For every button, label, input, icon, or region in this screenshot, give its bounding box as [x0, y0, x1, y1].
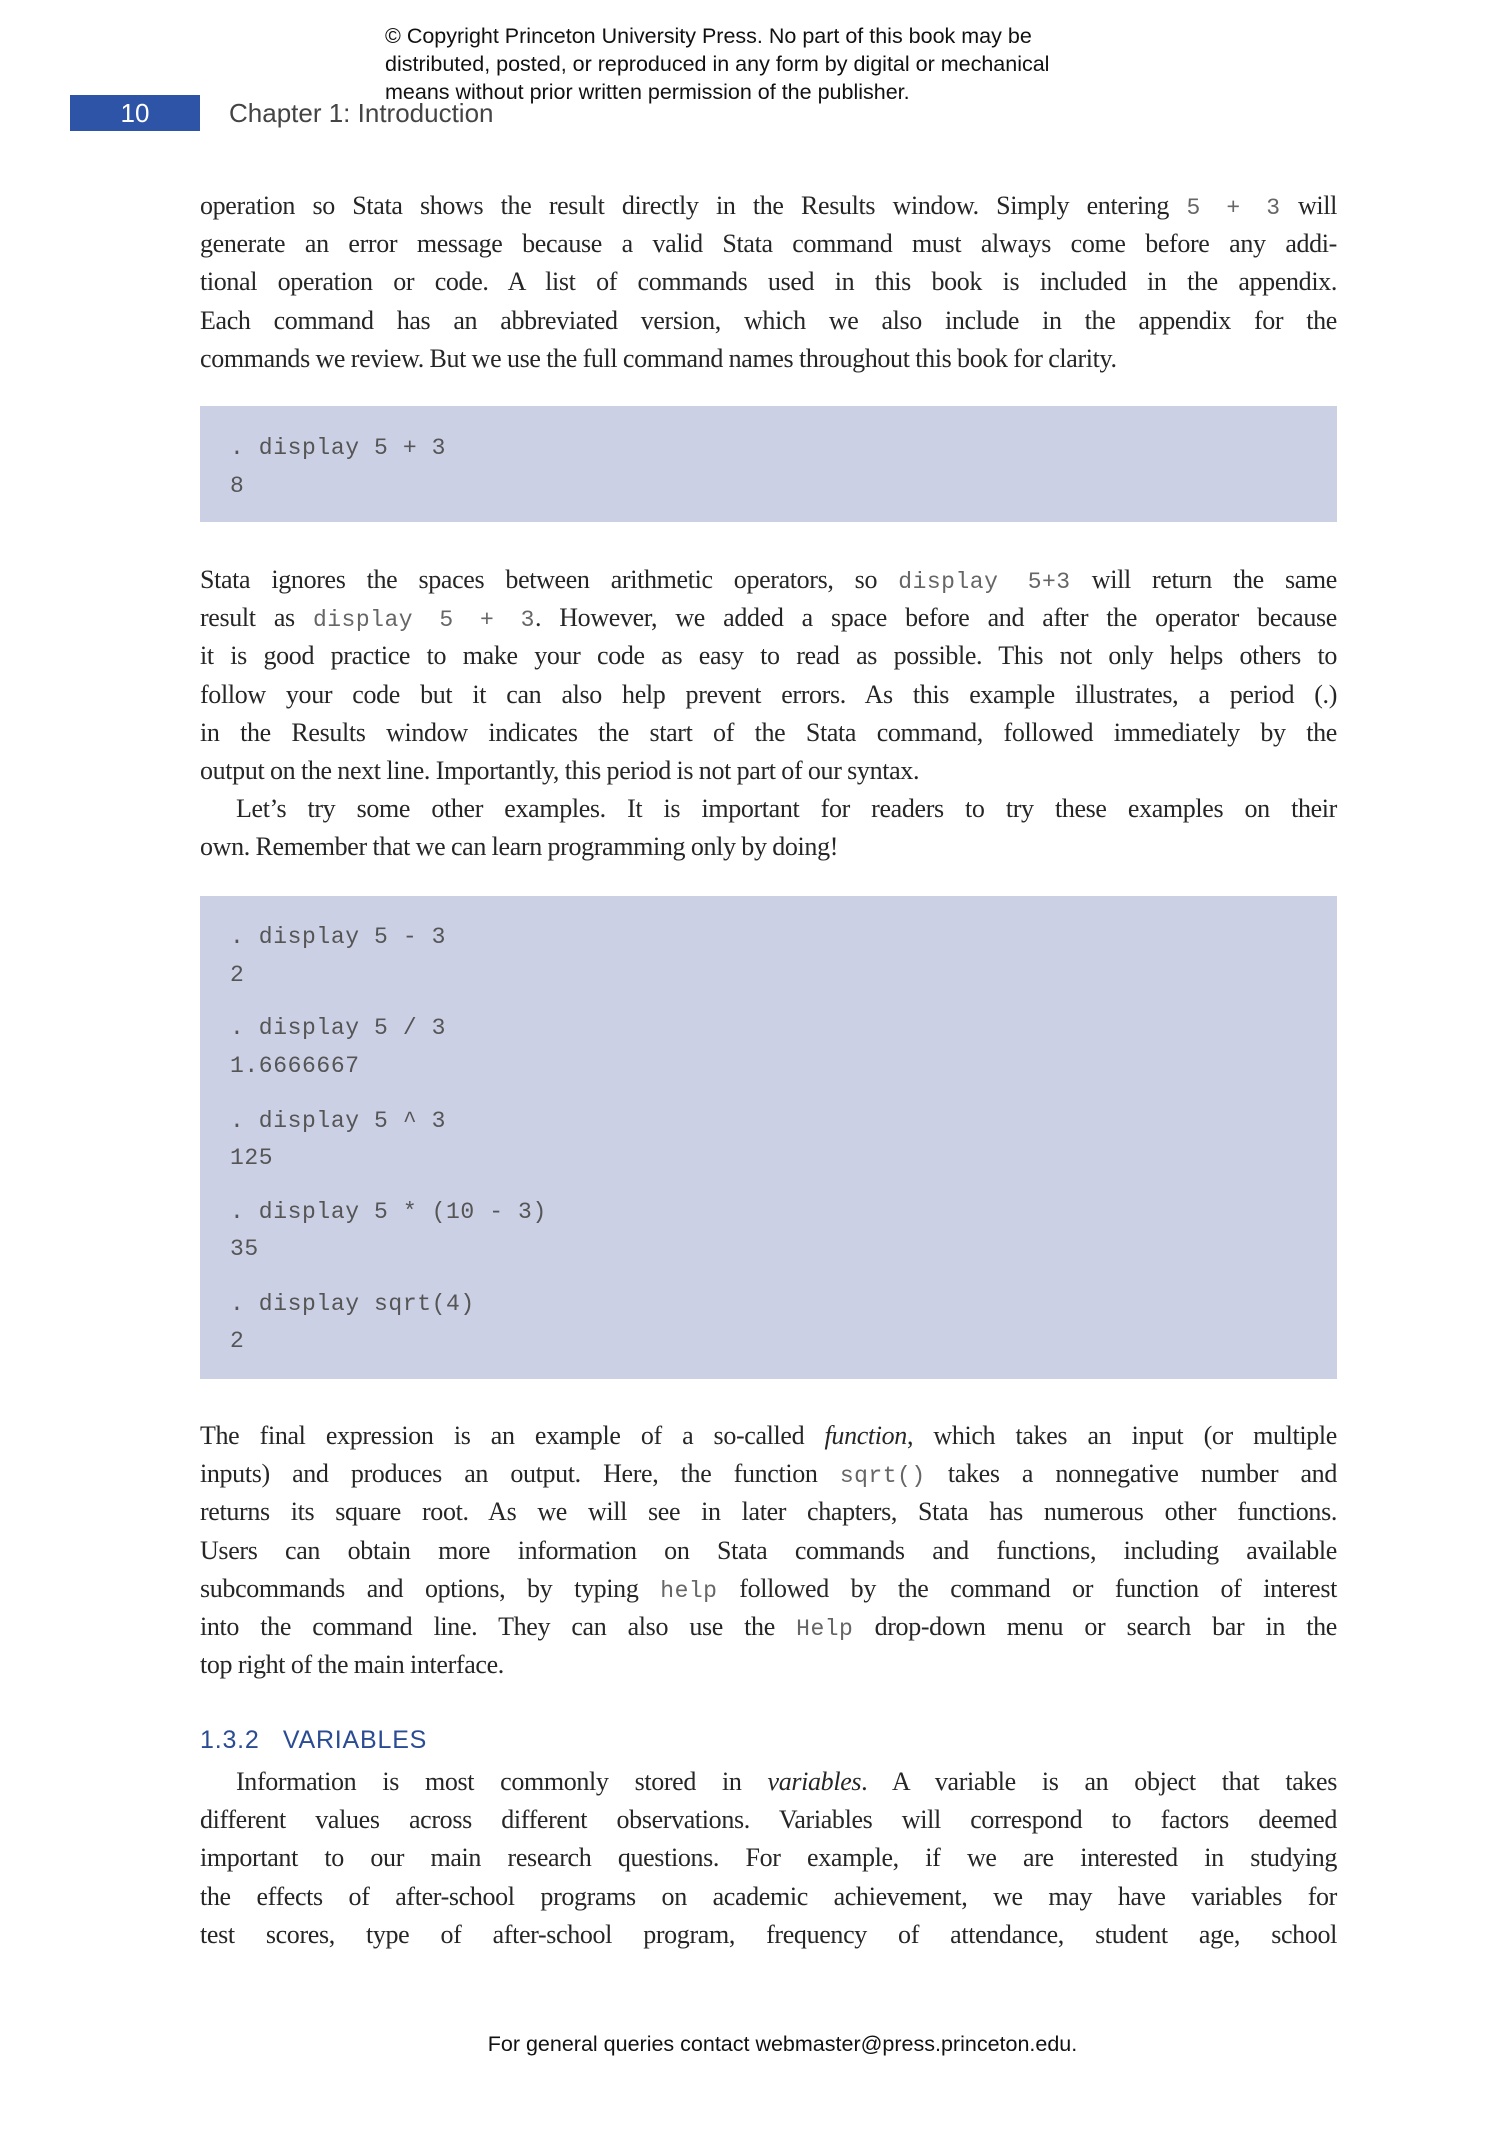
text: subcommands and options, by typing: [200, 1573, 661, 1603]
text-line: [200, 1878, 1337, 1916]
text: top right of the main interface.: [200, 1650, 504, 1680]
text: Information is most commonly stored in: [236, 1767, 768, 1796]
code-output: 1.6666667: [230, 1053, 360, 1079]
text: Let’s try some other examples. It is important for readers to try these examples on their: [236, 794, 1337, 823]
text-line: [200, 340, 1337, 378]
text: different values across different observations. Variables will correspond to factors deemed: [200, 1805, 1337, 1835]
text-line: [200, 1646, 1337, 1684]
text-line: [200, 790, 1337, 828]
text-line: [200, 714, 1337, 752]
text-line: [200, 828, 1337, 866]
paragraph: [200, 561, 1337, 790]
text: into the command line. They can also use the: [200, 1611, 797, 1641]
text: important to our main research questions. For example, if we are interested in studying: [200, 1843, 1337, 1873]
paragraph: [200, 1417, 1337, 1684]
text: returns its square root. As we will see in later chapters, Stata has numerous other functions.: [200, 1497, 1337, 1527]
text-line: [200, 1839, 1337, 1877]
text: The final expression is an example of a so-called: [200, 1421, 825, 1450]
copyright-notice: [385, 22, 1049, 106]
inline-code: display 5 + 3: [312, 607, 535, 634]
text: own. Remember that we can learn programming only by doing!: [200, 832, 839, 862]
copyright-line: means without prior written permission of the publisher.: [385, 80, 910, 104]
text: in the Results window indicates the start of the Stata command, followed immediately by the: [200, 717, 1337, 747]
code-output: 35: [230, 1236, 259, 1262]
text: tional operation or code. A list of commands used in this book is included in the appendix.: [200, 267, 1337, 297]
text-line: [200, 1570, 1337, 1608]
inline-code: 5 + 3: [1186, 195, 1281, 221]
code-line: . display 5 * (10 - 3): [230, 1199, 547, 1225]
code-line: . display 5 / 3: [230, 1015, 447, 1041]
text: inputs) and produces an output. Here, the function: [200, 1459, 840, 1489]
text-line: [200, 676, 1337, 714]
code-block: [200, 406, 1337, 522]
text: takes a nonnegative number and: [925, 1459, 1337, 1489]
code-line: . display 5 + 3: [230, 435, 447, 461]
text-line: [200, 637, 1337, 675]
running-header-chapter: Chapter 1: Introduction: [229, 98, 494, 128]
code-output: 2: [230, 1328, 245, 1354]
text-line: [200, 263, 1337, 301]
text: commands we review. But we use the full command names throughout this book for clarity.: [200, 343, 1117, 373]
paragraph: [200, 790, 1337, 866]
text-line: [200, 302, 1337, 340]
code-block: [200, 896, 1337, 1379]
paragraph: [200, 187, 1337, 378]
text: Users can obtain more information on Stata commands and functions, including available: [200, 1535, 1337, 1565]
text: drop-down menu or search bar in the: [853, 1611, 1337, 1641]
inline-code: Help: [796, 1615, 854, 1642]
section-title: VARIABLES: [282, 1726, 428, 1754]
text: will: [1280, 191, 1337, 220]
text-line: [200, 1493, 1337, 1531]
paragraph: [200, 1763, 1337, 1954]
code-output: 8: [230, 473, 245, 499]
text-line: [200, 1532, 1337, 1570]
text: will return the same: [1070, 565, 1337, 594]
text-line: [200, 1763, 1337, 1801]
footer-contact: For general queries contact webmaster@press.princeton.edu.: [487, 2032, 1078, 2056]
code-line: . display sqrt(4): [230, 1291, 475, 1317]
text-line: [200, 225, 1337, 263]
text: follow your code but it can also help prevent errors. As this example illustrates, a period (.): [200, 679, 1337, 709]
inline-code: display 5+3: [898, 569, 1071, 595]
text: followed by the command or function of interest: [717, 1573, 1337, 1603]
text: result as: [200, 603, 313, 633]
text: Each command has an abbreviated version, which we also include in the appendix for the: [200, 305, 1337, 335]
code-output: 2: [230, 962, 245, 988]
text: operation so Stata shows the result directly in the Results window. Simply entering: [200, 191, 1187, 220]
text: the effects of after-school programs on academic achievement, we may have variables for: [200, 1881, 1337, 1911]
text: . However, we added a space before and after the operator because: [534, 603, 1337, 633]
section-number: 1.3.2: [200, 1726, 260, 1754]
text: it is good practice to make your code as easy to read as possible. This not only helps others to: [200, 641, 1337, 671]
emphasis: function: [824, 1421, 907, 1450]
code-line: . display 5 ^ 3: [230, 1108, 447, 1134]
text: , which takes an input (or multiple: [906, 1421, 1337, 1450]
text: output on the next line. Importantly, this period is not part of our syntax.: [200, 755, 920, 785]
text-line: [200, 187, 1337, 225]
text: generate an error message because a valid Stata command must always come before any addi-: [200, 229, 1337, 259]
text-line: [200, 599, 1337, 637]
code-output: 125: [230, 1145, 274, 1171]
text-line: [200, 1455, 1337, 1493]
text: . A variable is an object that takes: [861, 1767, 1337, 1796]
copyright-line: distributed, posted, or reproduced in any form by digital or mechanical: [385, 52, 1050, 76]
section-heading: [200, 1726, 427, 1755]
text-line: [200, 1417, 1337, 1455]
text: test scores, type of after-school program, frequency of attendance, student age, school: [200, 1919, 1337, 1949]
inline-code: sqrt(): [839, 1463, 926, 1490]
inline-code: help: [660, 1577, 718, 1604]
text-line: [200, 1916, 1337, 1954]
text-line: [200, 1608, 1337, 1646]
code-line: . display 5 - 3: [230, 924, 447, 950]
copyright-line: © Copyright Princeton University Press. No part of this book may be: [385, 24, 1032, 48]
page-number: 10: [70, 95, 200, 131]
text-line: [200, 1801, 1337, 1839]
text-line: [200, 561, 1337, 599]
text-line: [200, 752, 1337, 790]
text: Stata ignores the spaces between arithmetic operators, so: [200, 565, 899, 594]
emphasis: variables: [767, 1767, 862, 1796]
